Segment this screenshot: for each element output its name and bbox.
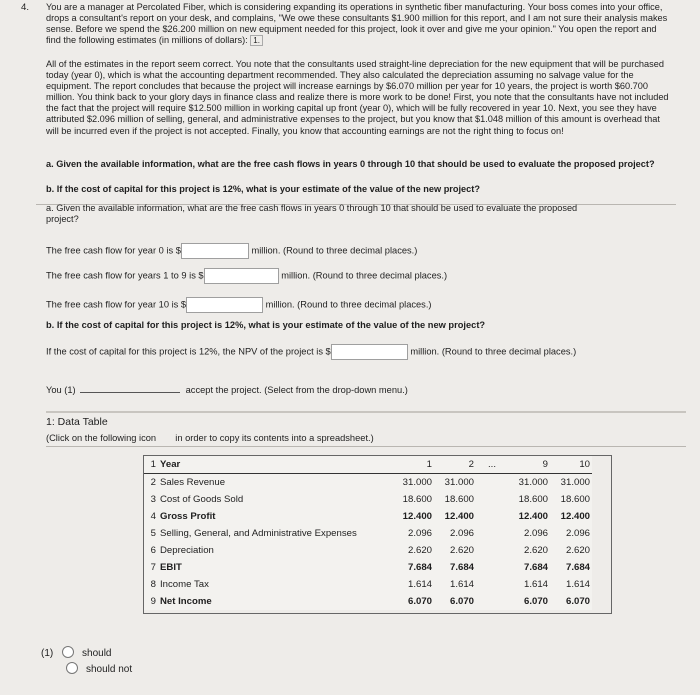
cell-year-9: 2.620	[523, 545, 548, 556]
cell-year-10: 1.614	[565, 579, 590, 590]
cell-year-2: 31.000	[444, 477, 474, 488]
options-prefix: (1)	[41, 648, 54, 659]
row-label: EBIT	[160, 562, 182, 573]
option-should[interactable]	[41, 646, 111, 659]
option-should-not-label: should not	[86, 664, 133, 675]
row-number: 4	[150, 511, 156, 522]
cell-year-9: 1.614	[523, 579, 548, 590]
cell-year-10: 6.070	[565, 596, 590, 607]
cell-year-9: 6.070	[523, 596, 548, 607]
question-part-b	[46, 184, 671, 195]
question-number: 4.	[21, 2, 30, 13]
col-year-1: 1	[392, 456, 434, 474]
fcf-years1-9-input[interactable]	[204, 268, 279, 284]
cell-year-1: 12.400	[402, 511, 432, 522]
question-intro-text: You are a manager at Percolated Fiber, which is considering expanding its operations in synthetic fiber manufacturing. Your boss comes into your office, drops a consultant's report on your desk, and complains, "We owe these consultants $1.900 million for this report, and I am not sure their analysis makes sense. Before we spend the $26.200 million on new equipment needed for this project, look it over and give me your opinion." You open the report and find the following estimates (in millions of dollars):	[46, 2, 668, 46]
fcf-years1-9-line	[46, 268, 447, 284]
row-number: 3	[150, 494, 156, 505]
data-table-reference-icon[interactable]: 1.	[250, 35, 263, 46]
row-number: 7	[150, 562, 156, 573]
cell-year-2: 7.684	[449, 562, 474, 573]
row-number: 6	[150, 545, 156, 556]
row-label: Net Income	[160, 596, 212, 607]
fcf-year10-suffix: million. (Round to three decimal places.)	[265, 299, 432, 310]
cell-year-9: 2.096	[523, 528, 548, 539]
instruction-left: (Click on the following icon	[46, 433, 157, 443]
fcf-year0-label: The free cash flow for year 0 is $	[46, 245, 181, 256]
cell-year-9: 31.000	[518, 477, 548, 488]
fcf-year10-input[interactable]	[186, 297, 263, 313]
part-b-prompt-text: b. If the cost of capital for this project is 12%, what is your estimate of the value of the new project?	[46, 320, 486, 330]
cell-year-1: 1.614	[407, 579, 432, 590]
part-b-prompt	[46, 320, 485, 330]
cell-year-2: 12.400	[444, 511, 474, 522]
cell-year-2: 2.096	[449, 528, 474, 539]
question-intro	[46, 2, 671, 46]
decision-line	[46, 383, 408, 395]
cell-year-1: 6.070	[407, 596, 432, 607]
cell-year-10: 18.600	[560, 494, 590, 505]
cell-year-1: 18.600	[402, 494, 432, 505]
row-number: 5	[150, 528, 156, 539]
cell-year-1: 7.684	[407, 562, 432, 573]
npv-suffix: million. (Round to three decimal places.)	[410, 346, 577, 357]
cell-year-1: 2.096	[407, 528, 432, 539]
cell-year-2: 18.600	[444, 494, 474, 505]
radio-should-not-icon[interactable]	[66, 662, 78, 674]
cell-year-9: 18.600	[518, 494, 548, 505]
cell-year-9: 12.400	[518, 511, 548, 522]
col-year-2: 2	[434, 456, 476, 474]
fcf-years1-9-label: The free cash flow for years 1 to 9 is $	[46, 270, 204, 281]
row-label: Gross Profit	[160, 511, 216, 522]
fcf-year0-input[interactable]	[181, 243, 249, 259]
radio-should-icon[interactable]	[62, 646, 74, 658]
row-number: 9	[150, 596, 156, 607]
row-label: Selling, General, and Administrative Expenses	[160, 528, 357, 539]
question-body: All of the estimates in the report seem correct. You note that the consultants used straight-line depreciation for the new equipment that will be purchased today (year 0), which is what the accounting department recommended. They also calculated the depreciation assuming no salvage value for the equipment. The report concludes that because the project will increase earnings by $6.070 million per year for 10 years, the project is worth $60.700 million. You think back to your glory days in finance class and realize there is more work to be done! First, you note that the consultants have not included the fact that the project will require $12.500 million in working capital up front (year 0), which will be fully recovered in year 10. Next, you see they have attributed $2.096 million of selling, general, and administrative expenses to the project, but you know that $1.048 million of this amount is overhead that will be incurred even if the project is not accepted. Finally, you know that accounting earnings are not the right thing to focus on!	[46, 59, 669, 136]
cell-year-10: 7.684	[565, 562, 590, 573]
row-number: 8	[150, 579, 156, 590]
data-table-instruction	[46, 433, 374, 443]
col-ellipsis: ...	[476, 456, 508, 474]
part-a-text: a. Given the available information, what are the free cash flows in years 0 through 10 that should be used to evaluate the proposed project?	[46, 159, 655, 169]
cell-year-1: 2.620	[407, 545, 432, 556]
col-year-10: 10	[550, 456, 592, 474]
npv-label: If the cost of capital for this project is 12%, the NPV of the project is $	[46, 346, 331, 357]
fcf-year0-line	[46, 243, 417, 259]
fcf-year10-label: The free cash flow for year 10 is $	[46, 299, 187, 310]
col-year-9: 9	[508, 456, 550, 474]
cell-year-2: 1.614	[449, 579, 474, 590]
cell-year-10: 2.096	[565, 528, 590, 539]
decision-prefix: You (1)	[46, 385, 76, 395]
row-label: Cost of Goods Sold	[160, 494, 244, 505]
row-number: 2	[150, 477, 156, 488]
row-label: Depreciation	[160, 545, 214, 556]
data-table-title: 1: Data Table	[46, 416, 108, 428]
cell-year-10: 31.000	[560, 477, 590, 488]
part-b-text: b. If the cost of capital for this project is 12%, what is your estimate of the value of the new project?	[46, 184, 480, 194]
cell-year-2: 2.620	[449, 545, 474, 556]
fcf-year0-suffix: million. (Round to three decimal places.)	[251, 245, 418, 256]
npv-line	[46, 344, 576, 360]
cell-year-1: 31.000	[402, 477, 432, 488]
part-a-prompt: a. Given the available information, what are the free cash flows in years 0 through 10 that should be used to evaluate the proposed project?	[46, 203, 578, 225]
data-table-divider	[46, 446, 686, 447]
cell-year-10: 12.400	[560, 511, 590, 522]
row-label: Sales Revenue	[160, 477, 226, 488]
row-label: Income Tax	[160, 579, 209, 590]
row-number: 1	[144, 456, 158, 474]
row-label: Year	[158, 456, 392, 474]
npv-input[interactable]	[331, 344, 408, 360]
fcf-year10-line	[46, 297, 432, 313]
cell-year-10: 2.620	[565, 545, 590, 556]
fcf-years1-9-suffix: million. (Round to three decimal places.)	[281, 270, 448, 281]
data-table-border	[143, 455, 612, 614]
option-should-not[interactable]	[66, 662, 132, 675]
cell-year-9: 7.684	[523, 562, 548, 573]
decision-suffix: accept the project. (Select from the drop-down menu.)	[185, 385, 408, 395]
option-should-label: should	[82, 648, 112, 659]
cell-year-2: 6.070	[449, 596, 474, 607]
section-divider	[46, 411, 686, 413]
question-part-a	[46, 159, 671, 170]
decision-dropdown[interactable]	[80, 383, 180, 393]
instruction-right: in order to copy its contents into a spreadsheet.)	[175, 433, 374, 443]
